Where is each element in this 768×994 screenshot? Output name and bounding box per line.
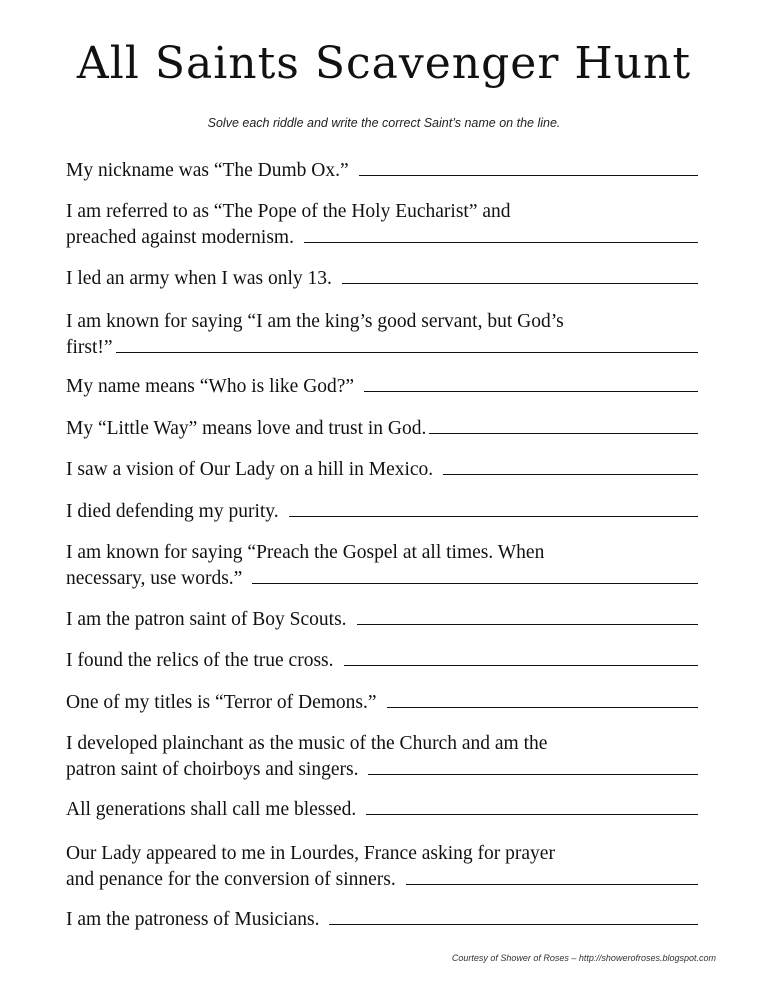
riddle-text: preached against modernism.: [66, 227, 294, 248]
instructions: Solve each riddle and write the correct Saint’s name on the line.: [207, 116, 561, 130]
answer-line[interactable]: [368, 760, 698, 775]
riddle-item: [66, 731, 698, 783]
answer-line[interactable]: [304, 228, 698, 243]
riddle-text: All generations shall call me blessed.: [66, 799, 357, 820]
riddle-text: patron saint of choirboys and singers.: [66, 759, 359, 780]
riddle-item: [66, 841, 698, 893]
riddle-item: [66, 309, 698, 361]
page-title: All Saints Scavenger Hunt: [76, 38, 692, 89]
riddle-text: I am known for saying “Preach the Gospel at all times. When: [66, 542, 545, 563]
answer-line[interactable]: [342, 269, 698, 284]
riddle-text: One of my titles is “Terror of Demons.”: [66, 692, 377, 713]
riddle-text: Our Lady appeared to me in Lourdes, France asking for prayer: [66, 843, 555, 864]
answer-line[interactable]: [359, 161, 698, 176]
answer-line[interactable]: [366, 800, 698, 815]
riddle-text: I developed plainchant as the music of the Church and am the: [66, 733, 548, 754]
riddle-text: I found the relics of the true cross.: [66, 650, 334, 671]
answer-line[interactable]: [357, 610, 698, 625]
riddle-text: I am the patroness of Musicians.: [66, 909, 320, 930]
riddle-item: [66, 607, 698, 633]
riddle-text: I led an army when I was only 13.: [66, 268, 332, 289]
riddle-text: I am known for saying “I am the king’s good servant, but God’s: [66, 311, 564, 332]
answer-line[interactable]: [289, 502, 698, 517]
riddle-text: first!”: [66, 337, 113, 358]
answer-line[interactable]: [443, 460, 698, 475]
riddle-item: [66, 416, 698, 442]
riddle-item: [66, 797, 698, 823]
riddle-item: [66, 648, 698, 674]
riddle-text: I am referred to as “The Pope of the Holy Eucharist” and: [66, 201, 511, 222]
answer-line[interactable]: [116, 338, 698, 353]
riddle-item: [66, 499, 698, 525]
answer-line[interactable]: [429, 419, 698, 434]
riddle-item: [66, 690, 698, 716]
riddle-item: [66, 374, 698, 400]
riddle-text: necessary, use words.”: [66, 568, 243, 589]
riddle-item: [66, 266, 698, 292]
riddle-text: and penance for the conversion of sinners.: [66, 869, 396, 890]
footer-credit: Courtesy of Shower of Roses – http://showerofroses.blogspot.com: [451, 953, 716, 963]
riddle-text: I died defending my purity.: [66, 501, 279, 522]
answer-line[interactable]: [329, 910, 698, 925]
answer-line[interactable]: [406, 870, 698, 885]
answer-line[interactable]: [344, 651, 699, 666]
riddle-item: [66, 457, 698, 483]
riddle-text: My “Little Way” means love and trust in God.: [66, 418, 427, 439]
riddle-text: My nickname was “The Dumb Ox.”: [66, 160, 349, 181]
riddle-item: [66, 158, 698, 184]
riddle-text: My name means “Who is like God?”: [66, 376, 355, 397]
riddle-text: I saw a vision of Our Lady on a hill in Mexico.: [66, 459, 434, 480]
riddle-item: [66, 540, 698, 592]
riddle-item: [66, 907, 698, 933]
riddle-item: [66, 199, 698, 251]
answer-line[interactable]: [364, 377, 698, 392]
answer-line[interactable]: [252, 569, 698, 584]
riddle-text: I am the patron saint of Boy Scouts.: [66, 609, 347, 630]
answer-line[interactable]: [387, 693, 698, 708]
